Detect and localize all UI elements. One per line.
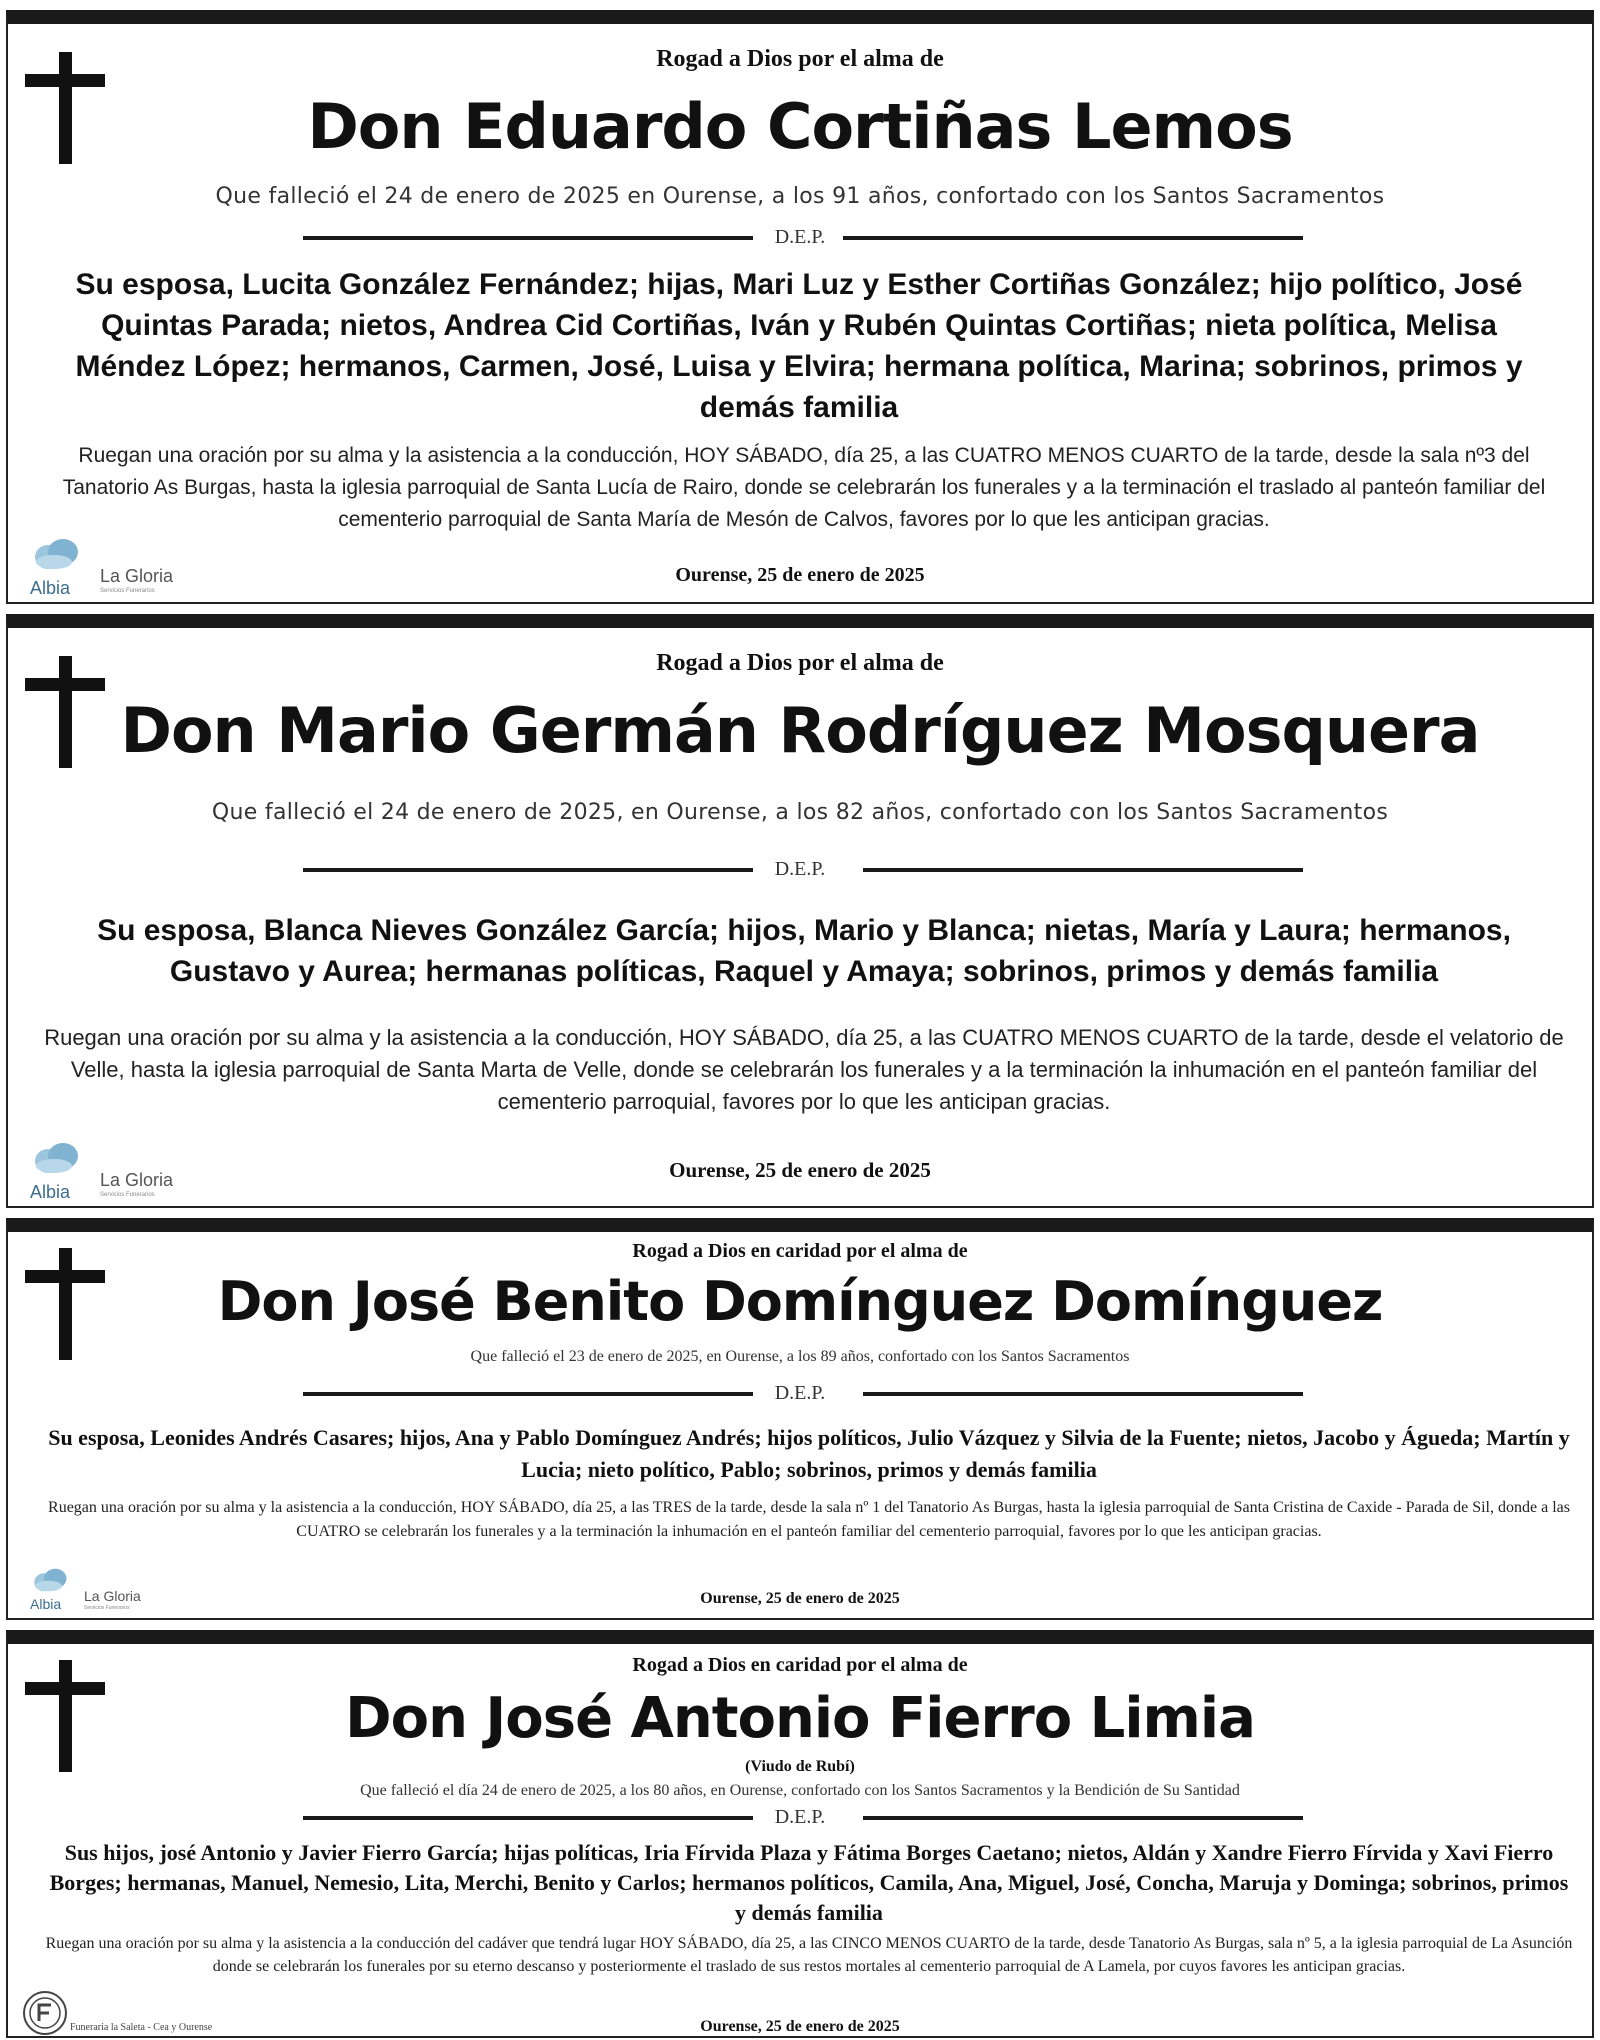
dep-label: D.E.P.: [774, 1382, 826, 1404]
divider-right: [863, 1816, 1303, 1820]
divider-right: [863, 868, 1303, 872]
obituary-notice: [6, 1218, 1594, 1620]
logo-subtitle: Servicios Funerarios: [84, 1605, 130, 1611]
deceased-name: Don José Antonio Fierro Limia: [345, 1686, 1255, 1751]
logo-subtitle: Servicios Funerarios: [100, 1192, 155, 1198]
funeral-home-seal-icon: [22, 1990, 68, 2036]
family-list: Sus hijos, josé Antonio y Javier Fierro García; hijas políticas, Iria Fírvida Plaza y Fátima Borges Caetano; nietos, Aldán y Xandre Fierro Fírvida y Xavi Fierro Borges; hermanas, Manuel, Nemesio, Lita, Merchi, Benito y Carlos; hermanos políticos, Camila, Ana, Miguel, José, Concha, Maruja y Dominga; sobrinos, primos y demás familia: [49, 1840, 1569, 1925]
notice-date: Ourense, 25 de enero de 2025: [700, 1590, 900, 1607]
notice-heading: Rogad a Dios en caridad por el alma de: [632, 1654, 968, 1676]
notice-heading: Rogad a Dios en caridad por el alma de: [632, 1240, 968, 1262]
funeral-home-name: Funeraria la Saleta - Cea y Ourense: [70, 2022, 213, 2033]
death-details: Que falleció el 23 de enero de 2025, en Ourense, a los 89 años, confortado con los Santos Sacramentos: [470, 1348, 1130, 1365]
ceremony-details: Ruegan una oración por su alma y la asistencia a la conducción del cadáver que tendrá lugar HOY SÁBADO, día 25, a las CINCO MENOS CUARTO de la tarde, desde Tanatorio As Burgas, sala nº 5, a la iglesia parroquial de La Asunción donde se celebrarán los funerales por su eterno descanso y posteriormente el traslado de sus restos mortales al cementerio parroquial de A Lamela, por cuyos favores les anticipan gracias.: [45, 1935, 1573, 1975]
albia-cloud-icon: [32, 1142, 80, 1174]
notice-heading: Rogad a Dios por el alma de: [656, 46, 944, 72]
deceased-name: Don José Benito Domínguez Domínguez: [217, 1270, 1383, 1333]
dep-label: D.E.P.: [774, 858, 826, 880]
divider-right: [863, 1392, 1303, 1396]
ceremony-details: Ruegan una oración por su alma y la asistencia a la conducción, HOY SÁBADO, día 25, a las CUATRO MENOS CUARTO de la tarde, desde la sala nº3 del Tanatorio As Burgas, hasta la iglesia parroquial de Santa Lucía de Rairo, donde se celebrarán los funerales y a la terminación el traslado al panteón familiar del cementerio parroquial de Santa María de Mesón de Calvos, favores por lo que les anticipan gracias.: [62, 444, 1546, 531]
funeral-home-logo: [26, 1568, 176, 1618]
notice-date: Ourense, 25 de enero de 2025: [700, 2018, 900, 2035]
logo-brand: Albia: [30, 1182, 71, 1202]
funeral-home-logo: [26, 1142, 196, 1212]
family-list: Su esposa, Lucita González Fernández; hijas, Mari Luz y Esther Cortiñas González; hijo político, José Quintas Parada; nietos, Andrea Cid Cortiñas, Iván y Rubén Quintas Cortiñas; nieta política, Melisa Méndez López; hermanos, Carmen, José, Luisa y Elvira; hermana política, Marina; sobrinos, primos y demás familia: [75, 268, 1523, 424]
dep-label: D.E.P.: [774, 1806, 826, 1828]
logo-brand: Albia: [30, 1596, 62, 1612]
logo-brand: Albia: [30, 578, 71, 598]
logo-name: La Gloria: [84, 1588, 141, 1604]
notice-heading: Rogad a Dios por el alma de: [656, 650, 944, 676]
obituary-notice: [6, 614, 1594, 1208]
logo-subtitle: Servicios Funerarios: [100, 588, 155, 594]
notice-date: Ourense, 25 de enero de 2025: [675, 564, 925, 586]
obituary-notice: [6, 1630, 1594, 2038]
family-list: Su esposa, Blanca Nieves González García; hijos, Mario y Blanca; nietas, María y Laura; hermanos, Gustavo y Aurea; hermanas políticas, Raquel y Amaya; sobrinos, primos y demás familia: [97, 914, 1511, 988]
logo-name: La Gloria: [100, 566, 174, 586]
ceremony-details: Ruegan una oración por su alma y la asistencia a la conducción, HOY SÁBADO, día 25, a las CUATRO MENOS CUARTO de la tarde, desde el velatorio de Velle, hasta la iglesia parroquial de Santa Marta de Velle, donde se celebrarán los funerales y a la terminación la inhumación en el panteón familiar del cementerio parroquial, favores por lo que les anticipan gracias.: [44, 1025, 1564, 1114]
funeral-home-logo: [26, 538, 196, 608]
ceremony-details: Ruegan una oración por su alma y la asistencia a la conducción, HOY SÁBADO, día 25, a las TRES de la tarde, desde la sala nº 1 del Tanatorio As Burgas, hasta la iglesia parroquial de Santa Cristina de Caxide - Parada de Sil, donde a las CUATRO se celebrarán los funerales y a la terminación la inhumación en el panteón familiar del cementerio parroquial, favores por lo que les anticipan gracias.: [48, 1499, 1570, 1540]
dep-label: D.E.P.: [774, 226, 826, 248]
deceased-name: Don Eduardo Cortiñas Lemos: [307, 90, 1293, 163]
albia-cloud-icon: [32, 1568, 68, 1592]
death-details: Que falleció el día 24 de enero de 2025, a los 80 años, en Ourense, confortado con los Santos Sacramentos y la Bendición de Su Santidad: [360, 1782, 1240, 1799]
widow-note: (Viudo de Rubí): [745, 1758, 855, 1775]
deceased-name: Don Mario Germán Rodríguez Mosquera: [120, 694, 1480, 767]
death-details: Que falleció el 24 de enero de 2025 en Ourense, a los 91 años, confortado con los Santos Sacramentos: [215, 184, 1385, 209]
family-list: Su esposa, Leonides Andrés Casares; hijos, Ana y Pablo Domínguez Andrés; hijos políticos, Julio Vázquez y Silvia de la Fuente; nietos, Jacobo y Águeda; Martín y Lucia; nieto político, Pablo; sobrinos, primos y demás familia: [48, 1425, 1570, 1482]
death-details: Que falleció el 24 de enero de 2025, en Ourense, a los 82 años, confortado con los Santos Sacramentos: [211, 800, 1389, 825]
notice-date: Ourense, 25 de enero de 2025: [669, 1158, 931, 1182]
albia-cloud-icon: [32, 538, 80, 570]
obituary-notice: [6, 10, 1594, 604]
divider-right: [843, 236, 1303, 240]
logo-name: La Gloria: [100, 1170, 174, 1190]
